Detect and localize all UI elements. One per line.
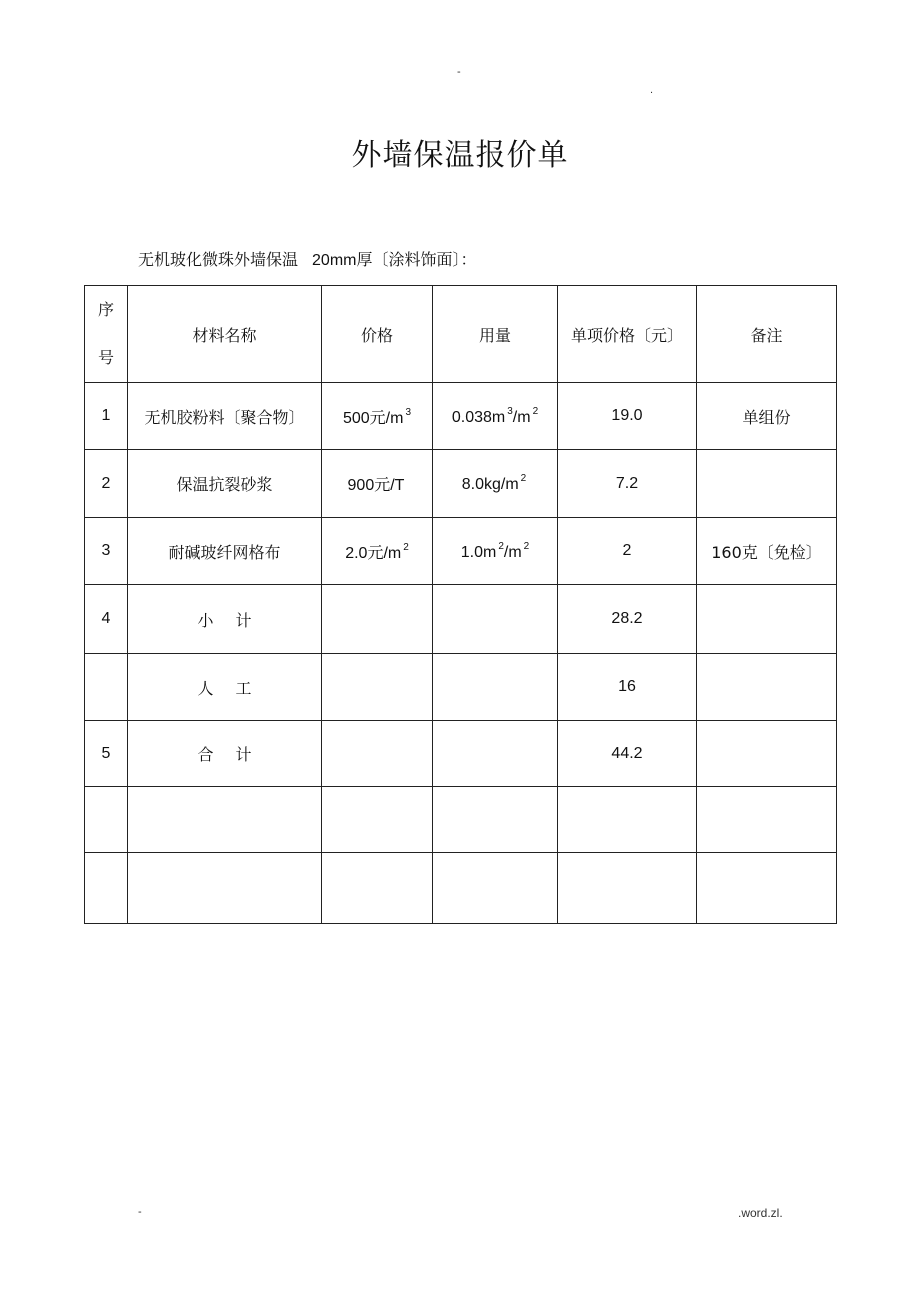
cell-price <box>322 853 433 924</box>
table-row <box>85 585 837 654</box>
total-label: 合计 <box>197 745 274 764</box>
footer-source: .word.zl. <box>738 1206 783 1220</box>
cell-price <box>322 654 433 721</box>
cell-note <box>697 787 837 853</box>
cell-unit-price <box>558 853 697 924</box>
table-row <box>85 853 837 924</box>
cell-note <box>697 853 837 924</box>
header-seq-line2: 号 <box>97 348 114 367</box>
header-row <box>85 286 837 383</box>
cell-name: 耐碱玻纤网格布 <box>128 518 322 585</box>
cell-seq <box>85 787 128 853</box>
cell-unit-price: 7.2 <box>558 450 697 518</box>
cell-note <box>697 654 837 721</box>
subtotal-label: 小计 <box>197 610 274 630</box>
table-row <box>85 654 837 721</box>
labor-label: 人工 <box>197 678 274 698</box>
table-row <box>85 721 837 787</box>
cell-name: 无机胶粉料〔聚合物〕 <box>128 383 322 450</box>
cell-note <box>697 450 837 518</box>
cell-note: 160克〔免检〕 <box>697 518 837 585</box>
cell-seq: 5 <box>85 721 128 787</box>
cell-unit-price: 28.2 <box>558 585 697 654</box>
cell-price <box>322 787 433 853</box>
cell-seq: 3 <box>85 518 128 585</box>
cell-name <box>128 853 322 924</box>
cell-note <box>697 585 837 654</box>
cell-usage: 0.038m $^3$/m $^2$ <box>433 383 558 450</box>
cell-seq <box>85 654 128 721</box>
table-row <box>85 787 837 853</box>
header-mark: - <box>457 66 461 78</box>
cell-price: 500元/m $^3$ <box>322 383 433 450</box>
cell-name <box>128 721 322 787</box>
cell-unit-price: 19.0 <box>558 383 697 450</box>
table-row <box>85 518 837 585</box>
header-name: 材料名称 <box>128 286 322 383</box>
cell-price <box>322 585 433 654</box>
header-unit-price: 单项价格〔元〕 <box>558 286 697 383</box>
cell-name <box>128 787 322 853</box>
cell-usage <box>433 787 558 853</box>
quote-table <box>84 285 837 924</box>
subtitle-text: 无机玻化微珠外墙保温 <box>138 250 299 269</box>
cell-usage <box>433 853 558 924</box>
header-price: 价格 <box>322 286 433 383</box>
cell-usage: 8.0kg/m $^2$ <box>433 450 558 518</box>
cell-price <box>322 721 433 787</box>
table-row <box>85 383 837 450</box>
cell-name <box>128 585 322 654</box>
cell-unit-price: 44.2 <box>558 721 697 787</box>
cell-note <box>697 721 837 787</box>
cell-usage: 1.0m $^2$/m $^2$ <box>433 518 558 585</box>
cell-price: 2.0元/m $^2$ <box>322 518 433 585</box>
cell-seq: 2 <box>85 450 128 518</box>
cell-seq <box>85 853 128 924</box>
cell-seq: 1 <box>85 383 128 450</box>
cell-note: 单组份 <box>697 383 837 450</box>
cell-price: 900元/T <box>322 450 433 518</box>
cell-usage <box>433 585 558 654</box>
subtitle <box>138 247 476 270</box>
table-row <box>85 450 837 518</box>
cell-usage <box>433 721 558 787</box>
cell-unit-price: 16 <box>558 654 697 721</box>
header-seq <box>85 286 128 383</box>
document-title: 外墙保温报价单 <box>351 138 569 173</box>
subtitle-spec: 20mm厚〔涂料饰面〕： <box>312 252 477 269</box>
cell-name <box>128 654 322 721</box>
header-seq-line1: 序 <box>97 300 114 319</box>
cell-unit-price: 2 <box>558 518 697 585</box>
header-dot: . <box>650 84 654 96</box>
header-usage: 用量 <box>433 286 558 383</box>
cell-usage <box>433 654 558 721</box>
cell-name: 保温抗裂砂浆 <box>128 450 322 518</box>
cell-seq: 4 <box>85 585 128 654</box>
cell-unit-price <box>558 787 697 853</box>
footer-left-mark: - <box>138 1206 142 1218</box>
header-note: 备注 <box>697 286 837 383</box>
